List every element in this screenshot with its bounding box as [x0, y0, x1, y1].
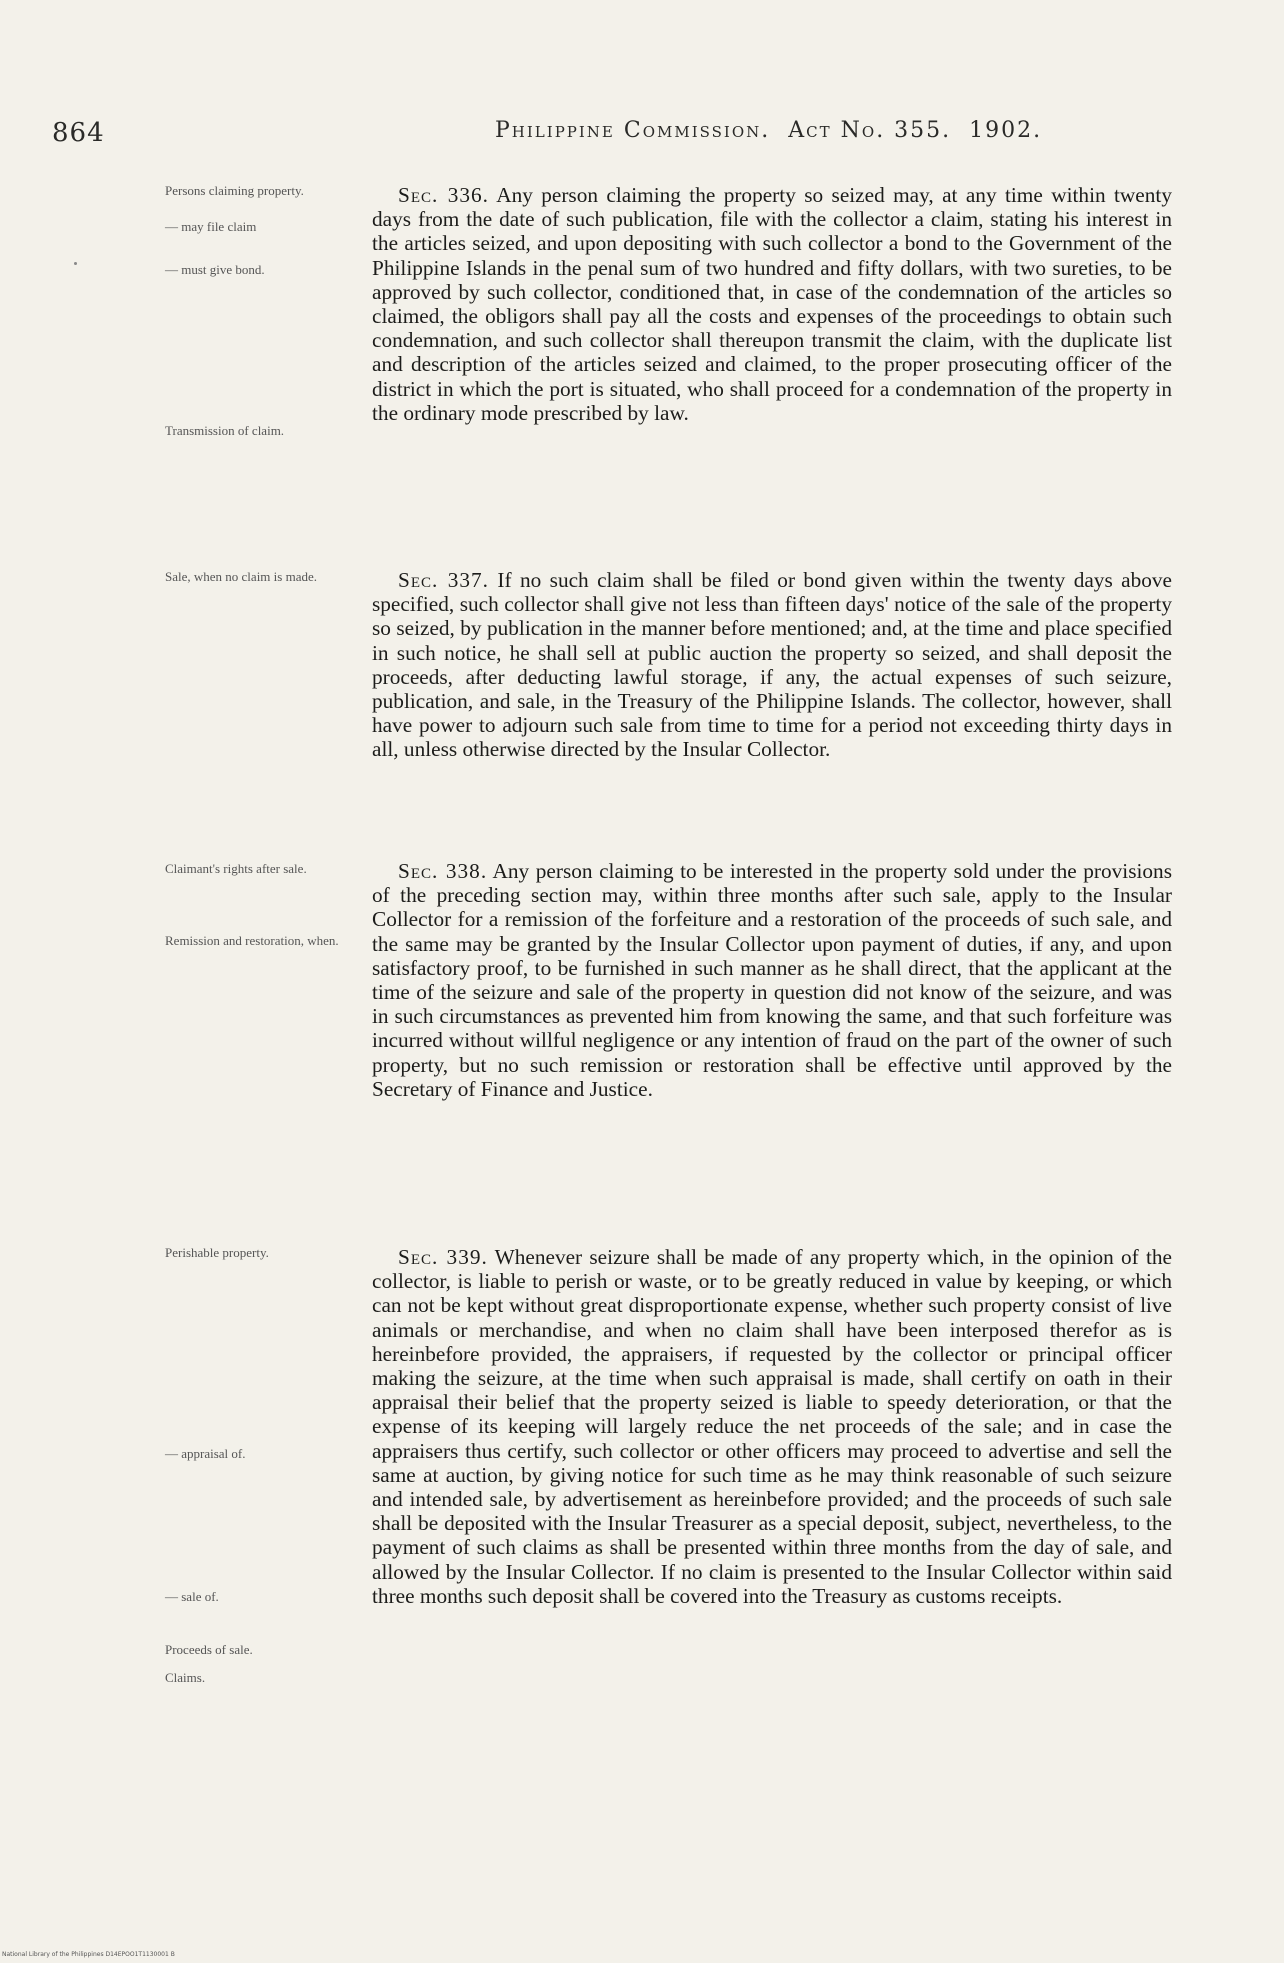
section-text-338: Any person claiming to be interested in the property sold under the provisions of the preceding section may, within three months after such sale, apply to the Insular Collector for a remission of the forfeiture and a restoration of the proceeds of such sale, and the same may be granted by the Insular Collector upon payment of duties, if any, and upon satisfactory proof, to be furnished in such manner as he shall direct, that the applicant at the time of the seizure and sale of the property in question did not know of the seizure, and was in such circumstances as prevented him from knowing the same, and that such forfeiture was incurred without willful negligence or any intention of fraud on the part of the owner of such property, but no such remission or restoration shall be effective until approved by the Secretary of Finance and Justice. [372, 859, 1172, 1101]
section-label-337: Sec. 337. [398, 568, 489, 592]
sidenote-persons-claiming: Persons claiming property. [165, 183, 304, 198]
speck [74, 262, 77, 265]
sidenote-transmission-of-claim: Transmission of claim. [165, 423, 285, 438]
archive-footer: National Library of the Philippines D14EPOO1T1130001 B [2, 1951, 175, 1958]
section-label-338: Sec. 338. [398, 859, 488, 883]
section-336 [372, 183, 1172, 425]
section-338 [372, 859, 1172, 1101]
sidenote-must-give-bond: — must give bond. [165, 262, 265, 277]
section-text-336: Any person claiming the property so seized may, at any time within twenty days from the date of such publication, file with the collector a claim, stating his interest in the articles seized, and upon depositing with such collector a bond to the Government of the Philippine Islands in the penal sum of two hundred and fifty dollars, with two sureties, to be approved by such collector, conditioned that, in case of the condemnation of the articles so claimed, the obligors shall pay all the costs and expenses of the proceedings to obtain such condemnation, and such collector shall thereupon transmit the claim, with the duplicate list and description of the articles seized and claimed, to the proper prosecuting officer of the district in which the port is situated, who shall proceed for a condemnation of the property in the ordinary mode prescribed by law. [372, 183, 1172, 425]
section-text-337: If no such claim shall be filed or bond given within the twenty days above specified, such collector shall give not less than fifteen days' notice of the sale of the property so seized, by publication in the manner before mentioned; and, at the time and place specified in such notice, he shall sell at public auction the property so seized, and shall deposit the proceeds, after deducting lawful storage, if any, the actual expenses of such seizure, publication, and sale, in the Treasury of the Philippine Islands. The collector, however, shall have power to adjourn such sale from time to time for a period not exceeding thirty days in all, unless otherwise directed by the Insular Collector. [372, 568, 1172, 762]
sidenote-appraisal-of: — appraisal of. [165, 1446, 246, 1461]
section-text-339: Whenever seizure shall be made of any property which, in the opinion of the collector, is liable to perish or waste, or to be greatly reduced in value by keeping, or which can not be kept without great disproportionate expense, whether such property consist of live animals or merchandise, and when no claim shall have been interposed therefor as is hereinbefore provided, the appraisers, if requested by the collector or principal officer making the seizure, at the time when such appraisal is made, shall certify on oath in their appraisal their belief that the property seized is liable to speedy deterioration, or that the expense of its keeping will largely reduce the net proceeds of the sale; and in case the appraisers thus certify, such collector or other officers may proceed to advertise and sell the same at auction, by giving notice for such time as he may think reasonable of such seizure and intended sale, by advertisement as hereinbefore provided; and the proceeds of such sale shall be deposited with the Insular Treasurer as a special deposit, subject, nevertheless, to the payment of such claims as shall be presented within three months from the day of sale, and allowed by the Insular Collector. If no claim is presented to the Insular Collector within said three months such deposit shall be covered into the Treasury as customs receipts. [372, 1245, 1172, 1608]
running-head-act: Act No. 355. [788, 118, 952, 143]
sidenote-claimants-rights: Claimant's rights after sale. [165, 861, 307, 876]
sidenote-sale-no-claim: Sale, when no claim is made. [165, 569, 317, 584]
sidenote-remission-restoration: Remission and restoration, when. [165, 933, 339, 948]
sidenote-may-file-claim: — may file claim [165, 219, 257, 234]
running-head-year: 1902. [969, 118, 1043, 143]
running-head-title: Philippine Commission. [495, 118, 771, 143]
running-head [495, 118, 1042, 143]
section-label-336: Sec. 336. [398, 183, 489, 207]
page-number: 864 [52, 118, 105, 148]
section-label-339: Sec. 339. [398, 1245, 488, 1269]
sidenote-perishable-property: Perishable property. [165, 1245, 269, 1260]
sidenote-proceeds-of-sale: Proceeds of sale. [165, 1642, 253, 1657]
sidenote-sale-of: — sale of. [165, 1589, 219, 1604]
section-337 [372, 568, 1172, 762]
section-339 [372, 1245, 1172, 1608]
sidenote-claims: Claims. [165, 1670, 206, 1685]
